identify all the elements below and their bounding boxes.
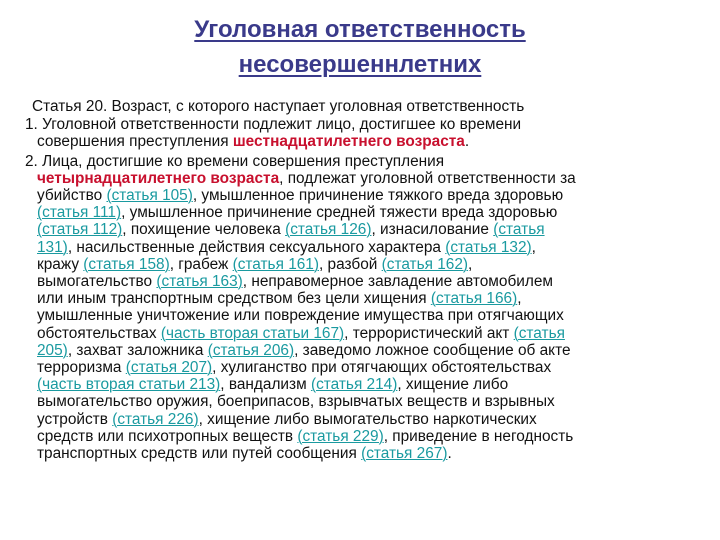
line-8 bbox=[37, 273, 697, 290]
link-article-207[interactable]: (статья 207) bbox=[125, 359, 213, 377]
line-11 bbox=[37, 325, 697, 342]
text-segment: , bbox=[517, 290, 522, 308]
link-article-111[interactable]: (статья 111) bbox=[37, 204, 122, 222]
link-article-163[interactable]: (статья 163) bbox=[156, 273, 243, 291]
line-4 bbox=[37, 204, 697, 221]
link-article-112[interactable]: (статья 112) bbox=[37, 221, 123, 239]
link-article-162[interactable]: (статья 162) bbox=[381, 255, 469, 273]
paragraph-1-line-1: 1. Уголовной ответственности подлежит лицо, достигшее ко времени bbox=[25, 116, 522, 134]
link-article-167-part2[interactable]: (часть вторая статьи 167) bbox=[160, 324, 345, 342]
text-segment: , приведение в негодность bbox=[383, 427, 574, 445]
article-heading: Статья 20. Возраст, с которого наступает уголовная ответственность bbox=[32, 98, 525, 115]
paragraph-2-line-1: 2. Лица, достигшие ко времени совершения преступления bbox=[25, 152, 445, 170]
line-12 bbox=[37, 342, 697, 359]
text-segment: убийство bbox=[37, 187, 107, 205]
text-segment: вымогательство bbox=[37, 273, 157, 291]
paragraph-2-body bbox=[25, 170, 697, 462]
text-segment: транспортных средств или путей сообщения bbox=[37, 445, 362, 463]
slide-title bbox=[0, 12, 720, 82]
link-article-267[interactable]: (статья 267) bbox=[361, 445, 448, 463]
text-segment: , террористический акт bbox=[344, 324, 514, 342]
link-article-161[interactable]: (статья 161) bbox=[232, 255, 319, 273]
text-segment: . bbox=[447, 445, 452, 463]
text-segment: , хулиганство при отягчающих обстоятельствах bbox=[212, 359, 552, 377]
title-line-1: Уголовная ответственность bbox=[194, 16, 526, 43]
link-article-205-part2[interactable]: 205) bbox=[37, 341, 68, 359]
age-16-highlight: шестнадцатилетнего возраста bbox=[232, 133, 465, 151]
line-7 bbox=[37, 256, 697, 273]
text-segment: , bbox=[531, 238, 536, 256]
text-segment: , заведомо ложное сообщение об акте bbox=[294, 341, 571, 359]
link-article-126[interactable]: (статья 126) bbox=[285, 221, 372, 239]
text-segment: устройств bbox=[37, 410, 113, 428]
line-15: вымогательство оружия, боеприпасов, взрывчатых веществ и взрывных bbox=[37, 393, 555, 411]
link-article-226[interactable]: (статья 226) bbox=[112, 410, 199, 428]
paragraph-1 bbox=[25, 116, 697, 150]
text-segment: , насильственные действия сексуального характера bbox=[67, 238, 446, 256]
link-article-214[interactable]: (статья 214) bbox=[310, 376, 398, 394]
line-6 bbox=[37, 239, 697, 256]
link-article-131-part1[interactable]: (статья bbox=[493, 221, 545, 239]
text-segment: , похищение человека bbox=[122, 221, 286, 239]
paragraph-1-text: совершения преступления bbox=[37, 133, 233, 151]
text-segment: , вандализм bbox=[220, 376, 311, 394]
link-article-229[interactable]: (статья 229) bbox=[297, 427, 384, 445]
line-16 bbox=[37, 411, 697, 428]
age-14-highlight: четырнадцатилетнего возраста bbox=[37, 169, 280, 187]
link-article-205-part1[interactable]: (статья bbox=[513, 324, 565, 342]
paragraph-1-end: . bbox=[464, 133, 470, 151]
text-segment: обстоятельствах bbox=[37, 324, 161, 342]
text-segment: средств или психотропных веществ bbox=[37, 427, 298, 445]
text-segment: , неправомерное завладение автомобилем bbox=[242, 273, 553, 291]
link-article-166[interactable]: (статья 166) bbox=[430, 290, 518, 308]
line-14 bbox=[37, 376, 697, 393]
line-2 bbox=[37, 170, 697, 187]
line-10: умышленные уничтожение или повреждение имущества при отягчающих bbox=[37, 307, 564, 325]
title-line-2: несовершеннлетних bbox=[238, 51, 482, 78]
text-segment: или иным транспортным средством без цели хищения bbox=[37, 290, 431, 308]
text-segment: , захват заложника bbox=[67, 341, 208, 359]
link-article-158[interactable]: (статья 158) bbox=[83, 255, 170, 273]
text-segment: , грабеж bbox=[169, 255, 233, 273]
line-3 bbox=[37, 187, 697, 204]
link-article-213-part2[interactable]: (часть вторая статьи 213) bbox=[37, 376, 221, 394]
text-segment: , подлежат уголовной ответственности за bbox=[279, 169, 576, 187]
text-segment: кражу bbox=[37, 255, 84, 273]
paragraph-1-line-2 bbox=[25, 133, 697, 150]
text-segment: терроризма bbox=[37, 359, 126, 377]
link-article-132[interactable]: (статья 132) bbox=[445, 238, 532, 256]
link-article-105[interactable]: (статья 105) bbox=[106, 187, 193, 205]
text-segment: , bbox=[468, 255, 473, 273]
text-segment: , хищение либо bbox=[397, 376, 509, 394]
line-18 bbox=[37, 445, 697, 462]
line-17 bbox=[37, 428, 697, 445]
line-13 bbox=[37, 359, 697, 376]
text-segment: , разбой bbox=[319, 255, 382, 273]
text-segment: , умышленное причинение средней тяжести вреда здоровью bbox=[121, 204, 558, 222]
line-9 bbox=[37, 290, 697, 307]
link-article-131-part2[interactable]: 131) bbox=[37, 238, 68, 256]
text-segment: , изнасилование bbox=[371, 221, 494, 239]
text-segment: , умышленное причинение тяжкого вреда здоровью bbox=[192, 187, 564, 205]
link-article-206[interactable]: (статья 206) bbox=[207, 341, 295, 359]
article-body bbox=[25, 98, 697, 462]
text-segment: , хищение либо вымогательство наркотических bbox=[198, 410, 537, 428]
paragraph-2 bbox=[25, 153, 697, 463]
line-5 bbox=[37, 221, 697, 238]
